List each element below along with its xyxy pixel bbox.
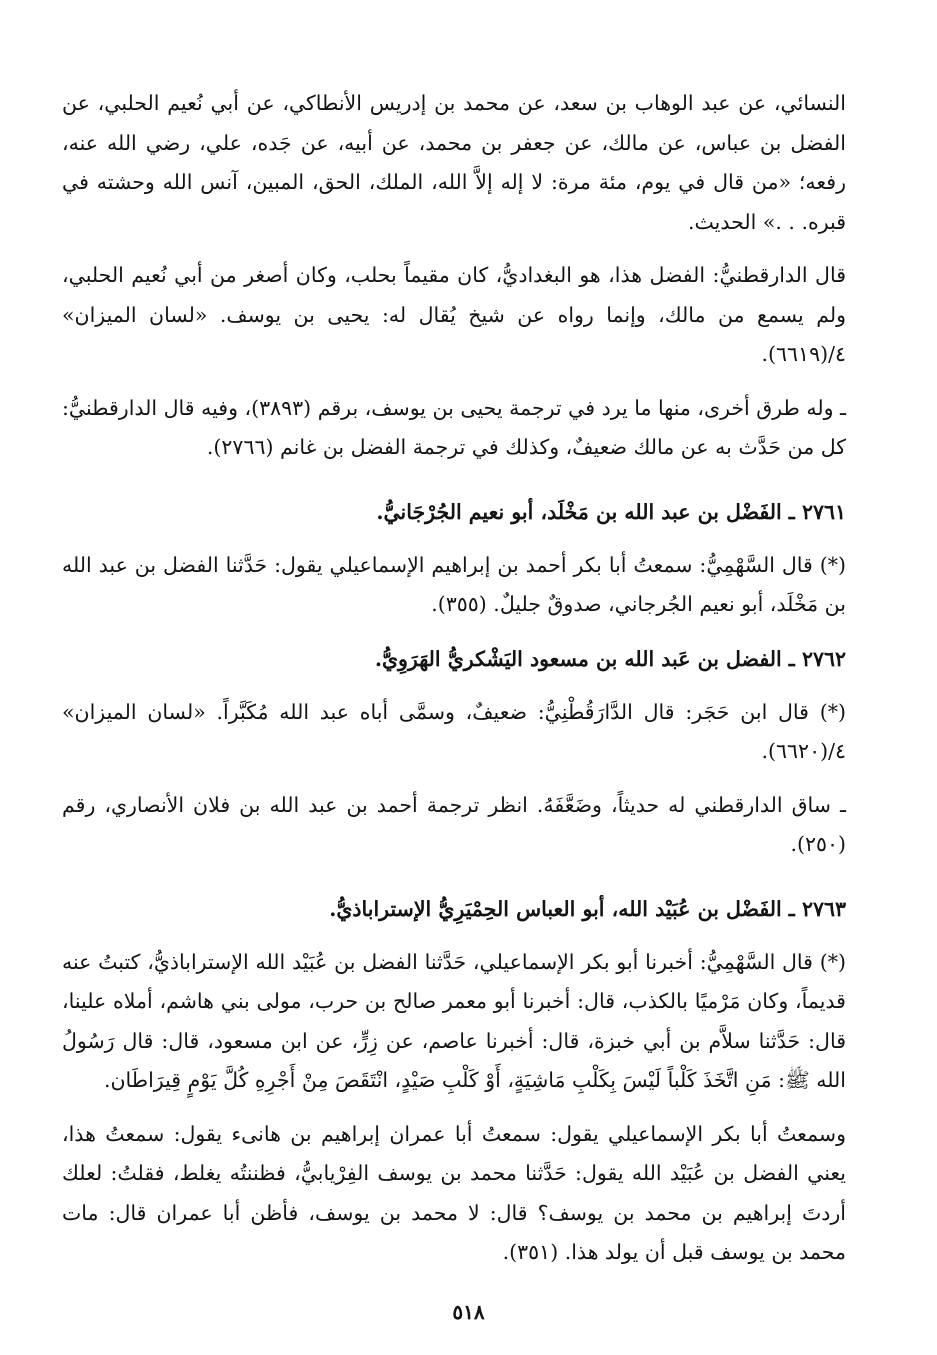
entry-body-2762: (*) قال ابن حَجَر: قال الدَّارَقُطْنِيُّ: ضعيفٌ، وسمَّى أباه عبد الله مُكَبَّراً. «لسان الميزان» ٤/(٦٦٢٠).: [62, 699, 846, 763]
page-body: [62, 84, 846, 1273]
paragraph-other-routes: ـ وله طرق أخرى، منها ما يرد في ترجمة يحيى بن يوسف، برقم (٣٨٩٣)، وفيه قال الدارقطنيُّ: كل من حَدَّث به عن مالك ضعيفٌ، وكذلك في ترجمة الفضل بن غانم (٢٧٦٦).: [62, 395, 847, 459]
entry-note-2762: ـ ساق الدارقطني له حديثاً، وضَعَّفَهُ. انظر ترجمة أحمد بن عبد الله بن فلان الأنصاري، رقم (٢٥٠).: [62, 792, 846, 856]
entry-heading-2761: ٢٧٦١ ـ الفَضْل بن عبد الله بن مَخْلَد، أبو نعيم الجُرْجَانيُّ.: [376, 499, 846, 524]
page-number: ٥١٨: [452, 1300, 485, 1324]
paragraph-hadith-continuation: النسائي، عن عبد الوهاب بن سعد، عن محمد بن إدريس الأنطاكي، عن أبي نُعيم الحلبي، عن الفضل بن عباس، عن مالك، عن جعفر بن محمد، عن أبيه، عن جَده، علي، رضي الله عنه، رفعه؛ «من قال في يوم، مئة مرة: لا إله إلاَّ الله، الملك، الحق، المبين، آنس الله وحشته في قبره. . .» الحديث.: [62, 91, 846, 234]
entry-body-2761: (*) قال السَّهْمِيُّ: سمعتُ أبا بكر أحمد بن إبراهيم الإسماعيلي يقول: حَدَّثنا الفضل بن عبد الله بن مَخْلَد، أبو نعيم الجُرجاني، صدوقٌ جليلٌ. (٣٥٥).: [62, 552, 846, 616]
paragraph-daraqutni-note: قال الدارقطنيُّ: الفضل هذا، هو البغداديُّ، كان مقيماً بحلب، وكان أصغر من أبي نُعيم الحلبي، ولم يسمع من مالك، وإنما رواه عن شيخ يُقال له: يحيى بن يوسف. «لسان الميزان» ٤/(٦٦١٩).: [62, 263, 846, 366]
entry-heading-2762: ٢٧٦٢ ـ الفضل بن عَبد الله بن مسعود اليَشْكريُّ الهَرَوِيُّ.: [374, 646, 846, 671]
entry-heading-2763: ٢٧٦٣ ـ الفَضْل بن عُبَيْد الله، أبو العباس الحِمْيَرِيُّ الإستراباذيُّ.: [329, 896, 846, 921]
entry-note-2763: وسمعتُ أبا بكر الإسماعيلي يقول: سمعتُ أبا عمران إبراهيم بن هانىء يقول: سمعتُ هذا، يعني الفضل بن عُبَيْد الله يقول: حَدَّثنا محمد بن يوسف الفِرْيابيُّ، فظننتُه يغلط، فقلتُ: لعلك أردتَ إبراهيم بن محمد بن يوسف؟ قال: لا محمد بن يوسف، فأظن أبا عمران قال: مات محمد بن يوسف قبل أن يولد هذا. (٣٥١).: [62, 1121, 846, 1264]
entry-body-2763: (*) قال السَّهْمِيُّ: أخبرنا أبو بكر الإسماعيلي، حَدَّثنا الفضل بن عُبَيْد الله الإستراباذيُّ، كتبتُ عنه قديماً، وكان مَرْميًا بالكذب، قال: أخبرنا أبو معمر صالح بن حرب، مولى بني هاشم، أملاه علينا، قال: حَدَّثنا سلاَّم بن أبي خبزة، قال: أخبرنا عاصم، عن زِرٍّ، عن ابن مسعود، قال: قال رَسُولُ الله ﷺ: مَنِ اتَّخَذَ كَلْباً لَيْسَ بِكَلْبِ مَاشِيَةٍ، أَوْ كَلْبِ صَيْدٍ، انْتَقَصَ مِنْ أَجْرِهِ كُلَّ يَوْمٍ قِيرَاطَان.: [62, 949, 846, 1092]
